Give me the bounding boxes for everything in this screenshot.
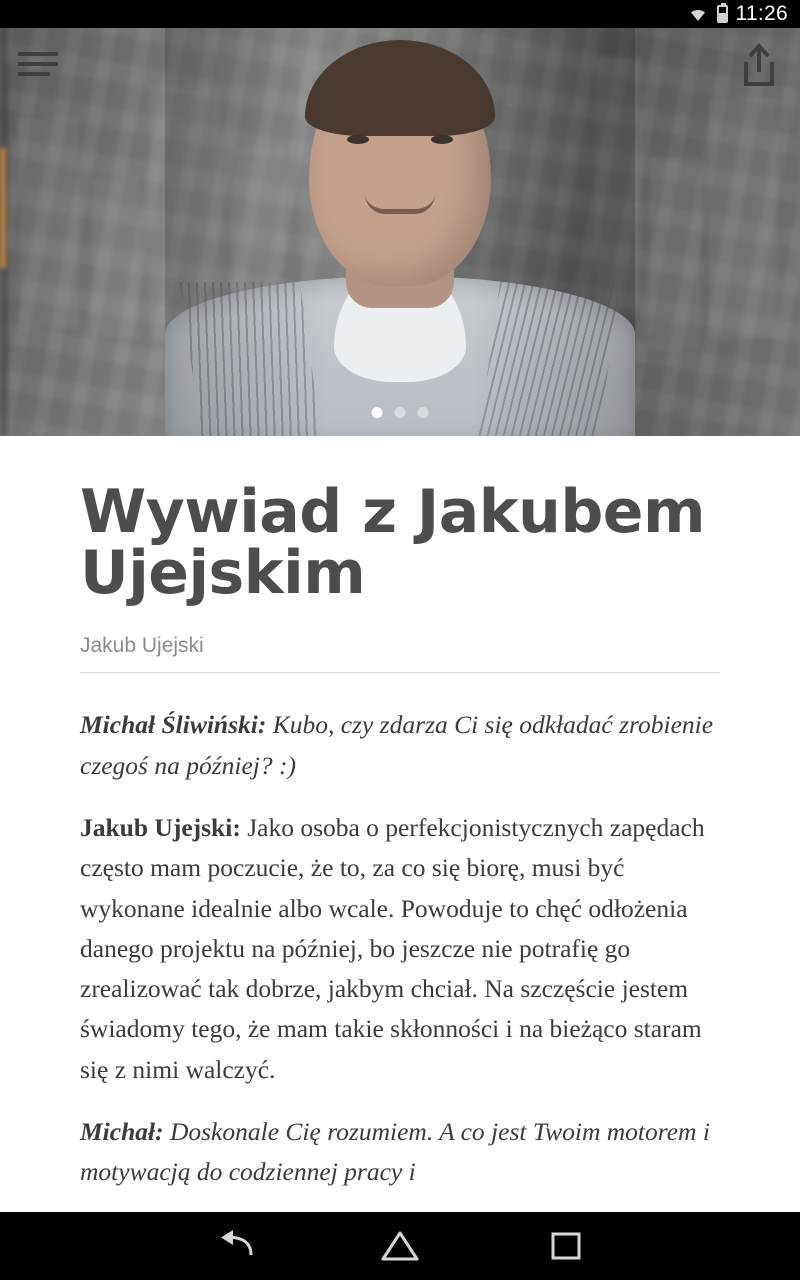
battery-icon <box>717 5 728 23</box>
page-title: Wywiad z Jakubem Ujejskim <box>80 477 706 609</box>
article-body <box>0 436 800 1280</box>
article-paragraph <box>80 705 720 786</box>
carousel-dot-2[interactable] <box>395 407 406 418</box>
paragraph-text: Kubo, czy zdarza Ci się odkładać zrobienie czegoś na później? :) <box>80 710 714 780</box>
home-icon[interactable] <box>377 1226 423 1266</box>
article-author: Jakub Ujejski <box>80 634 720 673</box>
back-icon[interactable] <box>211 1226 257 1266</box>
status-clock: 11:26 <box>735 2 788 25</box>
portrait-subject <box>165 28 635 436</box>
paragraph-speaker: Michał Śliwiński: <box>80 710 267 740</box>
system-navigation-bar <box>0 1212 800 1280</box>
paragraph-speaker: Jakub Ujejski: <box>80 812 241 842</box>
hero-accent-stripe <box>0 148 6 268</box>
paragraph-text: Doskonale Cię rozumiem. A co jest Twoim motorem i motywacją do codziennej pracy i <box>80 1116 710 1187</box>
paragraph-speaker: Michał: <box>80 1116 164 1146</box>
carousel-dot-1[interactable] <box>372 407 383 418</box>
hero-image[interactable] <box>0 28 800 436</box>
paragraph-text: Jako osoba o perfekcjonistycznych zapędach często mam poczucie, że to, za co się biorę, musi być wykonane idealnie albo wcale. Powoduje to chęć odłożenia danego projektu na później, bo jeszcze nie potrafię go zrealizować tak dobrze, jakbym chciał. Na szczęście jestem świadomy tego, że mam takie skłonności i na bieżąco staram się z nimi walczyć. <box>80 812 705 1084</box>
carousel-dots[interactable] <box>372 407 429 418</box>
recent-apps-icon[interactable] <box>543 1226 589 1266</box>
carousel-dot-3[interactable] <box>418 407 429 418</box>
wifi-icon <box>688 6 708 22</box>
share-icon[interactable] <box>738 42 780 88</box>
article-paragraph <box>80 808 720 1090</box>
article-paragraph <box>80 1112 720 1193</box>
hamburger-menu-icon[interactable] <box>18 44 62 84</box>
status-icons <box>688 5 728 23</box>
status-bar <box>0 0 800 28</box>
